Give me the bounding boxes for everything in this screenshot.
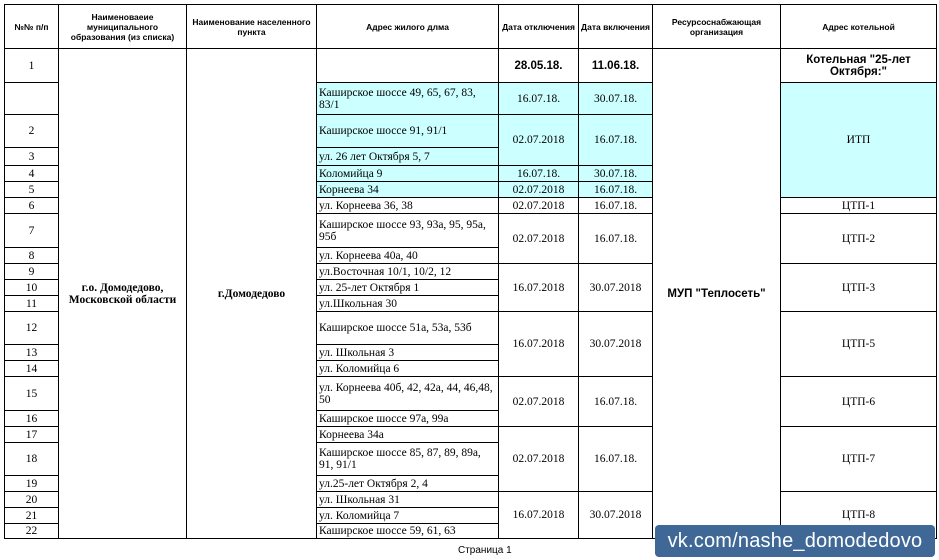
off-date-cell: 02.07.2018: [499, 427, 579, 492]
row-number: 5: [5, 182, 59, 198]
row-number: 20: [5, 492, 59, 508]
address-cell: Каширское шоссе 97а, 99а: [317, 411, 499, 427]
address-cell: Корнеева 34а: [317, 427, 499, 443]
header-org: Ресурсоснабжающая организация: [653, 5, 781, 49]
address-cell: ул. Коломийца 6: [317, 361, 499, 377]
page-footer: Страница 1: [458, 545, 512, 556]
row-number: 1: [5, 49, 59, 83]
off-date-cell: 16.07.2018: [499, 312, 579, 377]
row-number: 10: [5, 280, 59, 296]
row-number: 6: [5, 198, 59, 214]
settlement-cell: г.Домодедово: [187, 49, 317, 539]
on-date-cell: 16.07.18.: [579, 198, 653, 214]
off-date-cell: 16.07.18.: [499, 83, 579, 115]
off-date-cell: 02.07.2018: [499, 377, 579, 427]
on-date-cell: 11.06.18.: [579, 49, 653, 83]
row-number: 9: [5, 264, 59, 280]
row-number: [5, 83, 59, 115]
address-cell: ул. Корнеева 40б, 42, 42а, 44, 46,48, 50: [317, 377, 499, 411]
row-number: 14: [5, 361, 59, 377]
off-date-cell: 02.07.2018: [499, 115, 579, 166]
row-number: 8: [5, 248, 59, 264]
on-date-cell: 16.07.18.: [579, 377, 653, 427]
header-num: №№ п/п: [5, 5, 59, 49]
row-number: 11: [5, 296, 59, 312]
off-date-cell: 28.05.18.: [499, 49, 579, 83]
off-date-cell: 16.07.2018: [499, 264, 579, 312]
address-cell: Каширское шоссе 85, 87, 89, 89а, 91, 91/1: [317, 443, 499, 476]
on-date-cell: 30.07.2018: [579, 492, 653, 539]
row-number: 21: [5, 508, 59, 524]
heating-schedule-table: [4, 4, 937, 539]
address-cell: ул. Школьная 31: [317, 492, 499, 508]
off-date-cell: 02.07.2018: [499, 198, 579, 214]
row-number: 17: [5, 427, 59, 443]
off-date-cell: 16.07.2018: [499, 492, 579, 539]
row-number: 4: [5, 166, 59, 182]
address-cell: Каширское шоссе 59, 61, 63: [317, 524, 499, 539]
address-cell: Каширское шоссе 51а, 53а, 53б: [317, 312, 499, 345]
boiler-cell: ЦТП-1: [781, 198, 937, 214]
row-number: 19: [5, 476, 59, 492]
row-number: 22: [5, 524, 59, 539]
row-number: 16: [5, 411, 59, 427]
address-cell: Коломийца 9: [317, 166, 499, 182]
boiler-cell: ЦТП-7: [781, 427, 937, 492]
header-off-date: Дата отключения: [499, 5, 579, 49]
boiler-cell: ЦТП-3: [781, 264, 937, 312]
header-settlement: Наименование населенного пункта: [187, 5, 317, 49]
header-address: Адрес жилого длма: [317, 5, 499, 49]
on-date-cell: 16.07.18.: [579, 214, 653, 264]
off-date-cell: 16.07.18.: [499, 166, 579, 182]
on-date-cell: 30.07.18.: [579, 83, 653, 115]
address-cell: ул. 26 лет Октября 5, 7: [317, 148, 499, 166]
boiler-cell: ЦТП-2: [781, 214, 937, 264]
address-cell: [317, 49, 499, 83]
address-cell: ул. 25-лет Октября 1: [317, 280, 499, 296]
address-cell: ул. Коломийца 7: [317, 508, 499, 524]
row-number: 13: [5, 345, 59, 361]
off-date-cell: 02.07.2018: [499, 214, 579, 264]
on-date-cell: 16.07.18.: [579, 115, 653, 166]
boiler-cell: ИТП: [781, 83, 937, 198]
address-cell: Каширское шоссе 93, 93а, 95, 95а, 95б: [317, 214, 499, 248]
boiler-cell: Котельная "25-лет Октября:": [781, 49, 937, 83]
header-municipality: Наименоваеие муниципального образования (из списка): [59, 5, 187, 49]
row-number: 7: [5, 214, 59, 248]
address-cell: ул.25-лет Октября 2, 4: [317, 476, 499, 492]
row-number: 15: [5, 377, 59, 411]
address-cell: ул. Корнеева 40а, 40: [317, 248, 499, 264]
on-date-cell: 16.07.18.: [579, 427, 653, 492]
boiler-cell: ЦТП-5: [781, 312, 937, 377]
header-on-date: Дата включения: [579, 5, 653, 49]
row-number: 18: [5, 443, 59, 476]
boiler-cell: ЦТП-6: [781, 377, 937, 427]
address-cell: Корнеева 34: [317, 182, 499, 198]
address-cell: Каширское шоссе 49, 65, 67, 83, 83/1: [317, 83, 499, 115]
address-cell: ул. Корнеева 36, 38: [317, 198, 499, 214]
address-cell: ул. Школьная 3: [317, 345, 499, 361]
address-cell: Каширское шоссе 91, 91/1: [317, 115, 499, 148]
on-date-cell: 30.07.18.: [579, 166, 653, 182]
address-cell: ул.Школьная 30: [317, 296, 499, 312]
address-cell: ул.Восточная 10/1, 10/2, 12: [317, 264, 499, 280]
on-date-cell: 16.07.18.: [579, 182, 653, 198]
on-date-cell: 30.07.2018: [579, 264, 653, 312]
watermark-link[interactable]: vk.com/nashe_domodedovo: [655, 525, 935, 557]
off-date-cell: 02.07.2018: [499, 182, 579, 198]
header-boiler: Адрес котельной: [781, 5, 937, 49]
municipality-cell: г.о. Домодедово, Московской области: [59, 49, 187, 539]
boiler-cell: ЦТП-8: [781, 492, 937, 539]
row-number: 2: [5, 115, 59, 148]
on-date-cell: 30.07.2018: [579, 312, 653, 377]
org-cell: МУП "Теплосеть": [653, 49, 781, 539]
row-number: 12: [5, 312, 59, 345]
row-number: 3: [5, 148, 59, 166]
table-row: [5, 49, 937, 83]
